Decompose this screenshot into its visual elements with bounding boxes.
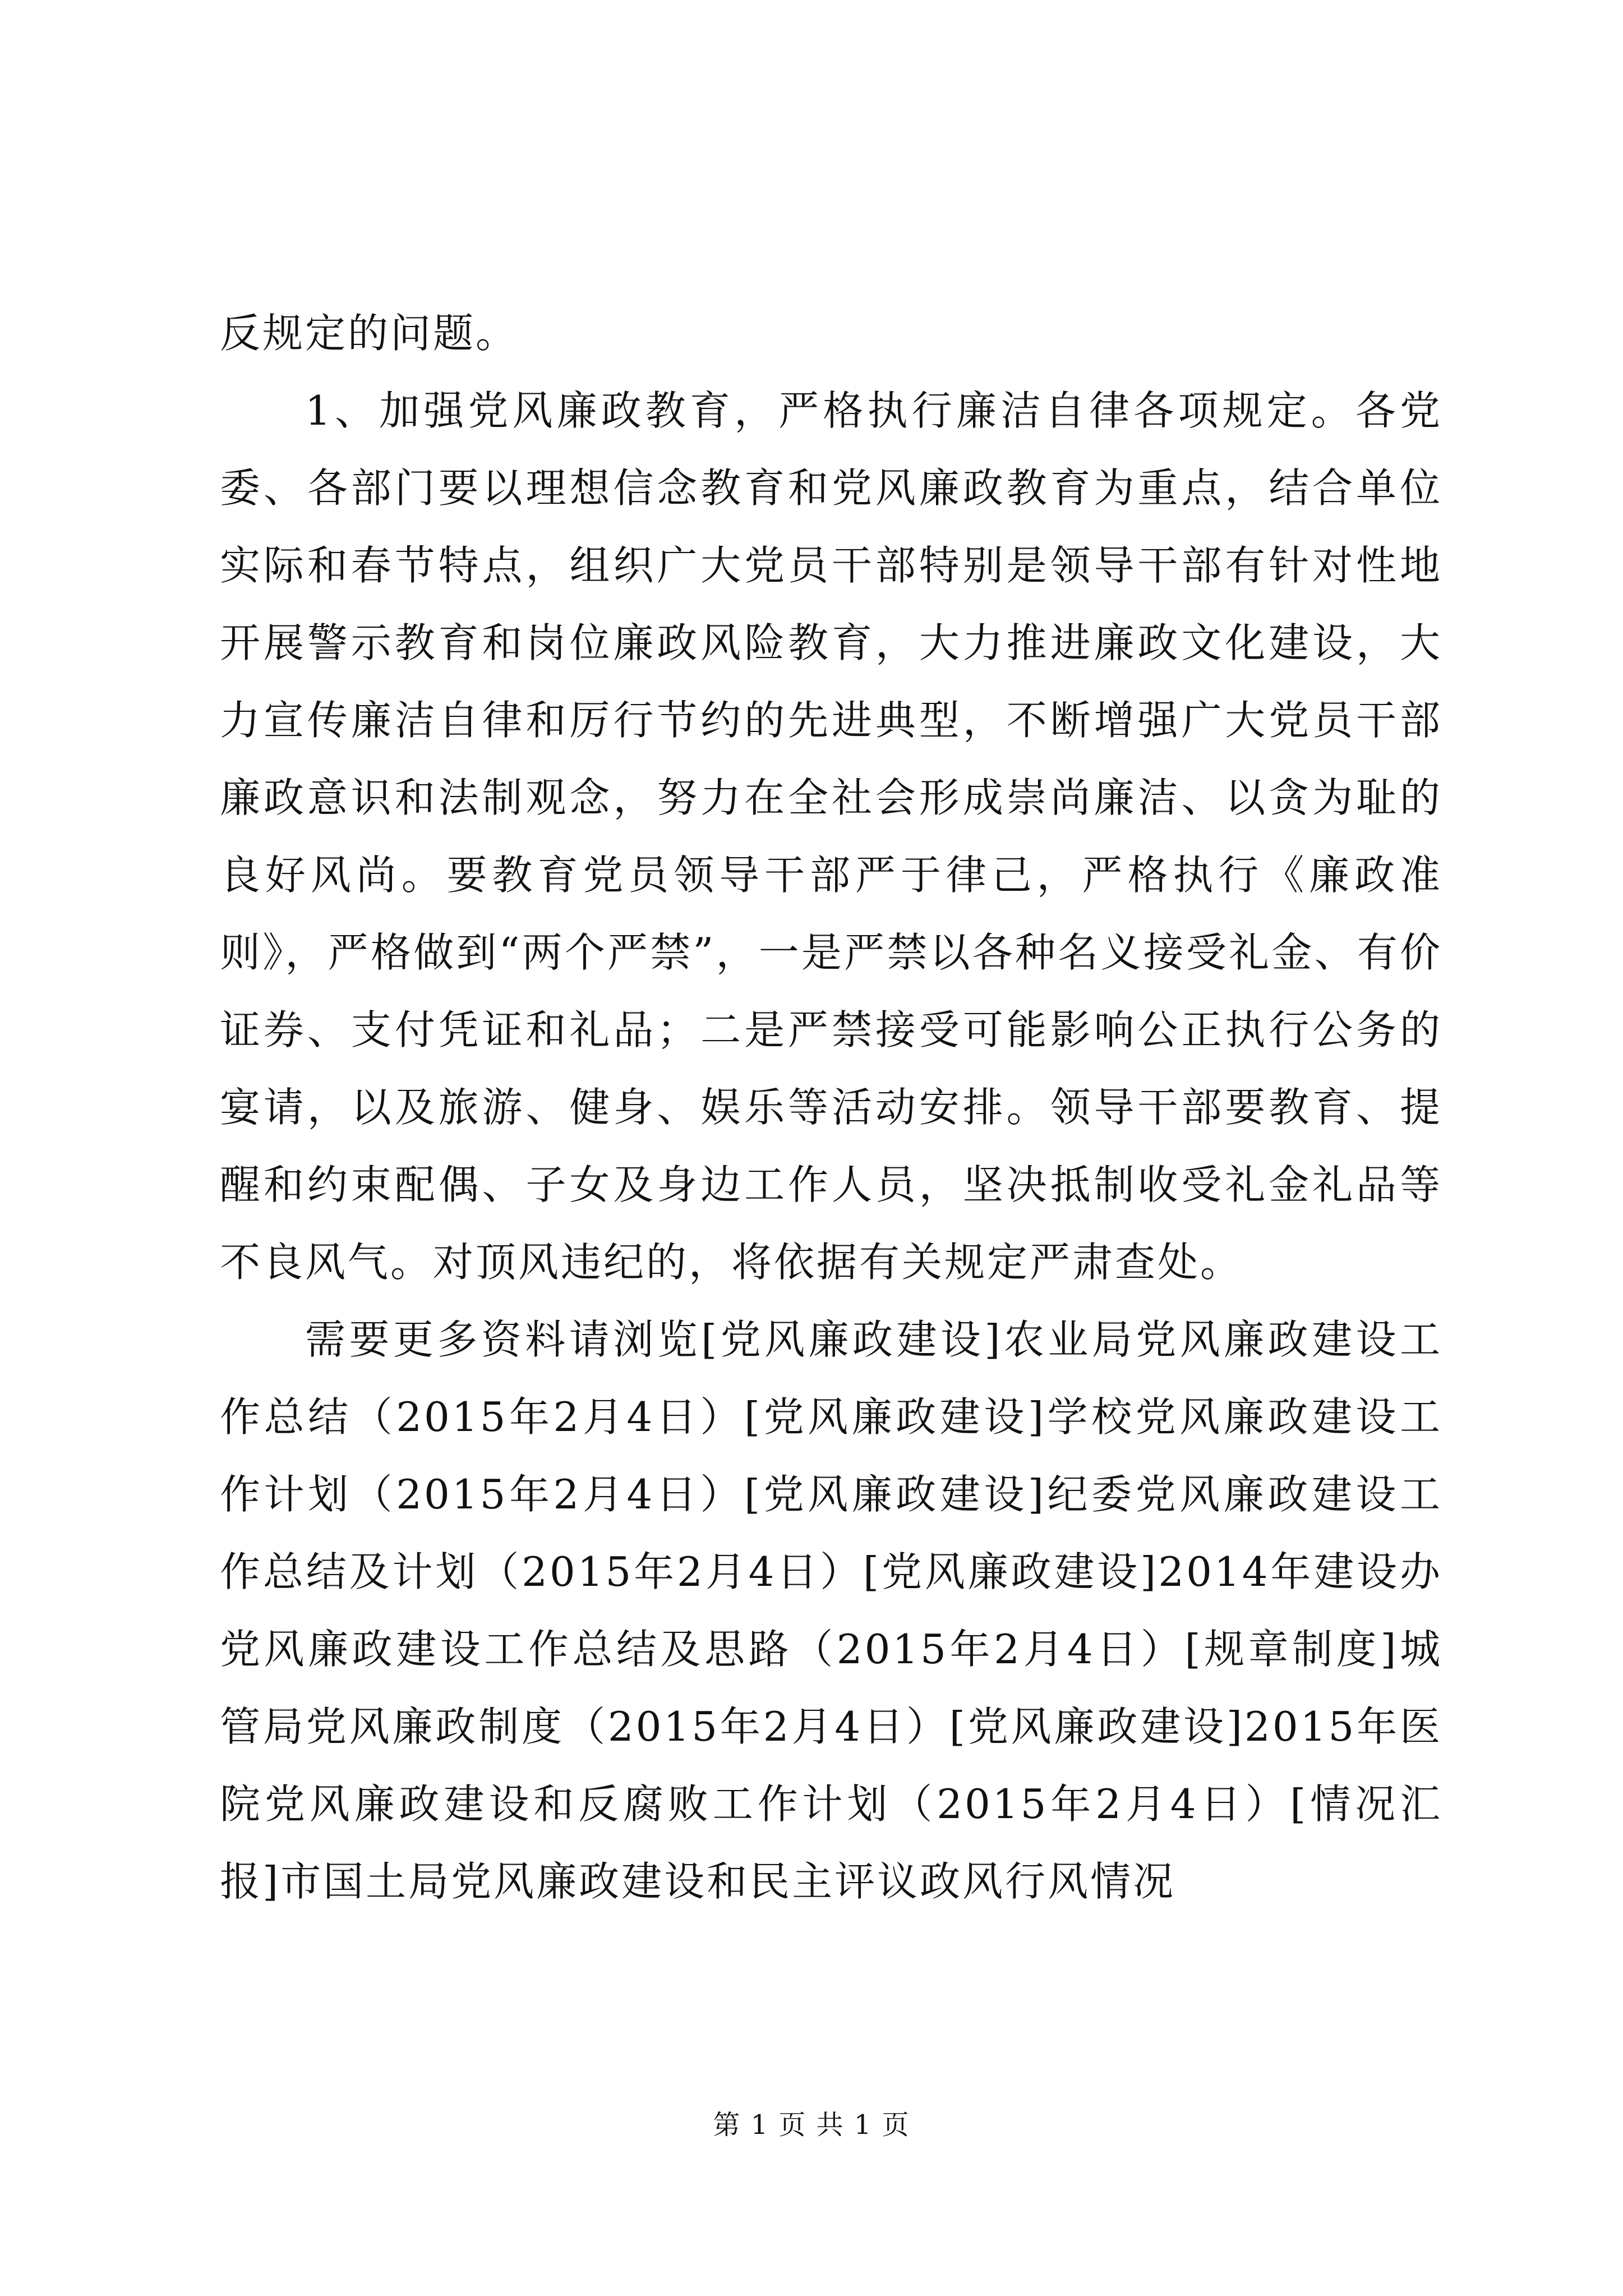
page-footer: 第 1 页 共 1 页 [713, 2109, 910, 2141]
paragraph-more-resources: 需要更多资料请浏览[党风廉政建设]农业局党风廉政建设工作总结（2015年2月4日）[党风廉政建设]学校党风廉政建设工作计划（2015年2月4日）[党风廉政建设]纪委党风廉政建设工作总结及计划（2015年2月4日）[党风廉政建设]2014年建设办党风廉政建设工作总结及思路（2015年2月4日）[规章制度]城管局党风廉政制度（2015年2月4日）[党风廉政建设]2015年医院党风廉政建设和反腐败工作计划（2015年2月4日）[情况汇报]市国土局党风廉政建设和民主评议政风行风情况 [220, 1316, 1442, 1905]
paragraph-continuation: 反规定的问题。 [220, 310, 519, 357]
document-body [220, 295, 1442, 1920]
paragraph-integrity-education: 1、加强党风廉政教育，严格执行廉洁自律各项规定。各党委、各部门要以理想信念教育和党风廉政教育为重点，结合单位实际和春节特点，组织广大党员干部特别是领导干部有针对性地开展警示教育和岗位廉政风险教育，大力推进廉政文化建设，大力宣传廉洁自律和厉行节约的先进典型，不断增强广大党员干部廉政意识和法制观念，努力在全社会形成崇尚廉洁、以贪为耻的良好风尚。要教育党员领导干部严于律己，严格执行《廉政准则》，严格做到“两个严禁”，一是严禁以各种名义接受礼金、有价证券、支付凭证和礼品；二是严禁接受可能影响公正执行公务的宴请，以及旅游、健身、娱乐等活动安排。领导干部要教育、提醒和约束配偶、子女及身边工作人员，坚决抵制收受礼金礼品等不良风气。对顶风违纪的，将依据有关规定严肃查处。 [220, 387, 1442, 1286]
